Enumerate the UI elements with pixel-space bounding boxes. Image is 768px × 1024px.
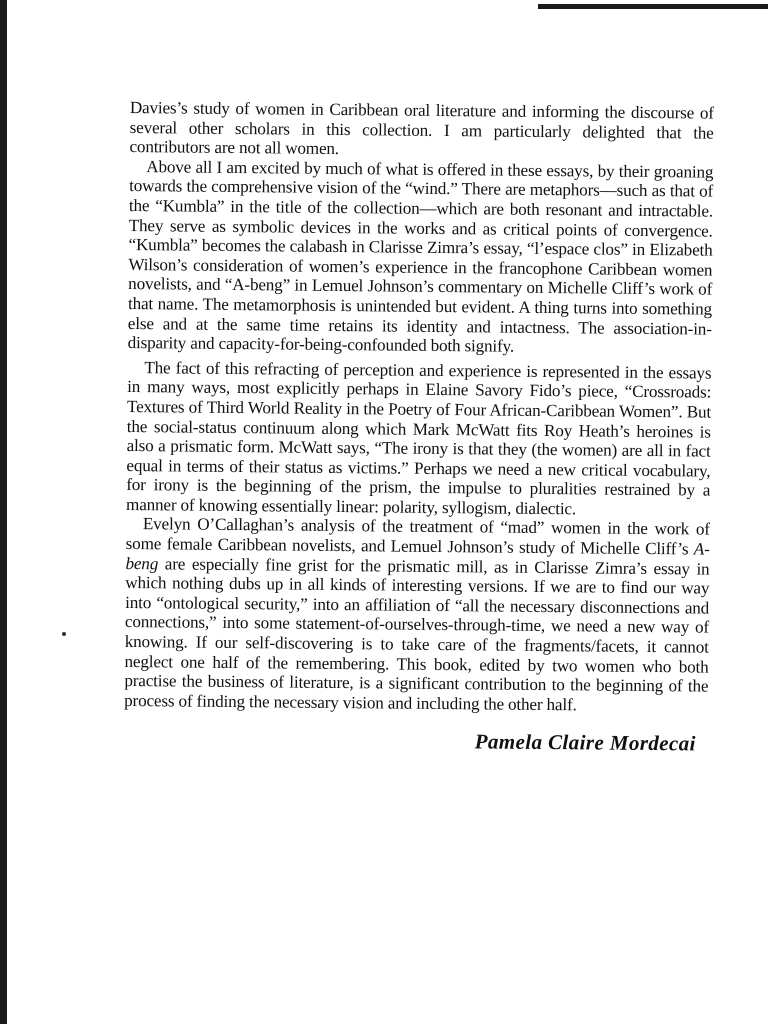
- document-page: [124, 98, 714, 757]
- paragraph-3: The fact of this refracting of perception and experience is represented in the essays in many ways, most explicitly perhaps in Elaine Savory Fido’s piece, “Crossroads: Textures of Third World Reality in the Poetry of Four African-Caribbean Women”. But the social-status continuum along which Mark McWatt fits Roy Heath’s heroines is also a prismatic form. McWatt says, “The irony is that they (the women) are all in fact equal in terms of their status as victims.” Perhaps we need a new critical vocabulary, for irony is the beginning of the prism, the impulse to pluralities restrained by a manner of knowing essentially linear: polarity, syllogism, dialectic.: [126, 357, 712, 519]
- book-title-a-beng: A-beng: [125, 539, 710, 573]
- paragraph-4-after: are especially fine grist for the prismatic mill, as in Clarisse Zimra’s essay in which nothing dubs up in all kinds of interesting versions. If we are to find our way into “ontological security,” into an affiliation of “all the necessary disconnections and connections,” into some statement-of-ourselves-through-time, we need a new way of knowing. If our self-discovering is to take care of the fragments/facets, it cannot neglect one half of the remembering. This book, edited by two women who both practise the business of literature, is a significant contribution to the beginning of the process of finding the necessary vision and including the other half.: [124, 553, 710, 715]
- scan-edge-left: [0, 0, 7, 1024]
- scan-speck: [62, 632, 66, 636]
- paragraph-1: Davies’s study of women in Caribbean oral literature and informing the discourse of several other scholars in this collection. I am particularly delighted that the contributors are not all women.: [129, 98, 714, 159]
- scan-edge-top: [538, 4, 768, 9]
- paragraph-2: Above all I am excited by much of what is offered in these essays, by their groaning towards the comprehensive vision of the “wind.” There are metaphors—such as that of the “Kumbla” in the title of the collection—which are both resonant and intractable. They serve as symbolic devices in the works and as critical points of convergence. “Kumbla” becomes the calabash in Clarisse Zimra’s essay, “l’espace clos” in Elizabeth Wilson’s consideration of women’s experience in the francophone Caribbean women novelists, and “A-beng” in Lemuel Johnson’s commentary on Michelle Cliff’s work of that name. The metamorphosis is unintended but evident. A thing turns into something else and at the same time retains its identity and intactness. The association-in-disparity and capacity-for-being-confounded both signify.: [127, 156, 714, 356]
- paragraph-4-before: Evelyn O’Callaghan’s analysis of the treatment of “mad” women in the work of some female Caribbean novelists, and Lemuel Johnson’s study of Michelle Cliff’s: [125, 514, 710, 559]
- author-signature: Pamela Claire Mordecai: [474, 729, 696, 756]
- paragraph-4: [124, 514, 710, 716]
